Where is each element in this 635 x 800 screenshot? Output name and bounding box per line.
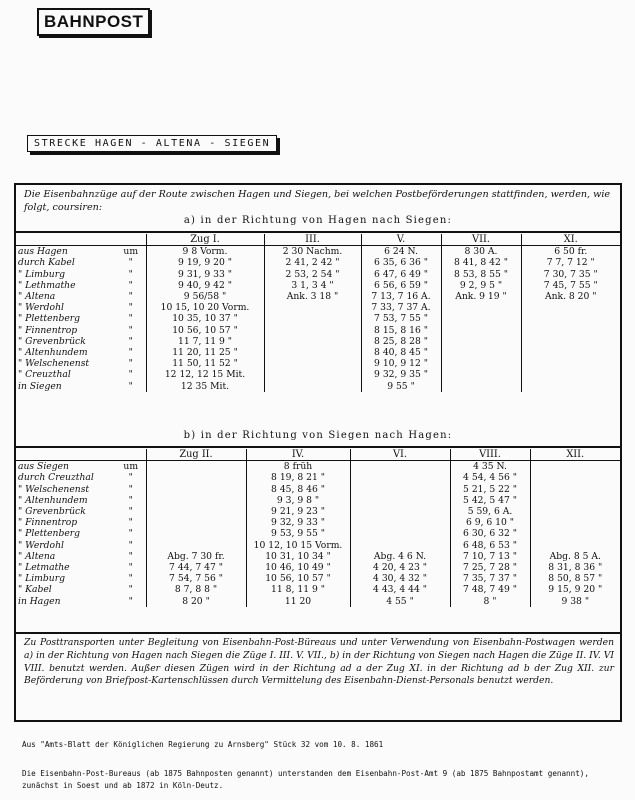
route-title: STRECKE HAGEN - ALTENA - SIEGEN: [27, 135, 277, 152]
station-cell: durch Creuzthal: [18, 472, 94, 484]
time-cell: ": [128, 347, 133, 359]
time-cell: 10 35, 10 37 ": [146, 313, 264, 324]
time-cell: 7 35, 7 37 ": [450, 573, 530, 584]
station-cell: aus Hagen: [18, 246, 68, 258]
table-row: [16, 506, 620, 517]
table-row: [16, 313, 620, 324]
time-cell: [530, 540, 620, 551]
time-cell: 9 31, 9 33 ": [146, 269, 264, 280]
table-row: [16, 461, 620, 473]
time-cell: ": [128, 573, 133, 585]
time-cell: ": [128, 550, 133, 562]
table-row: [16, 562, 620, 573]
station-cell: durch Kabel: [18, 257, 75, 269]
time-cell: 8 41, 8 42 ": [441, 257, 521, 268]
time-cell: 2 41, 2 42 ": [264, 257, 361, 268]
station-cell: " Welschenenst: [18, 358, 90, 370]
time-cell: 2 30 Nachm.: [264, 246, 361, 258]
time-cell: [264, 369, 361, 380]
time-cell: [521, 369, 620, 380]
table-row: [16, 472, 620, 483]
table-row: [16, 540, 620, 551]
column-header: VIII.: [450, 449, 530, 461]
time-cell: 4 30, 4 32 ": [350, 573, 450, 584]
time-cell: [264, 302, 361, 313]
station-cell: " Altena: [18, 291, 56, 303]
time-cell: 7 53, 7 55 ": [361, 313, 441, 324]
time-cell: ": [128, 562, 133, 574]
column-header: [16, 449, 116, 461]
column-header: [116, 234, 146, 246]
station-cell: " Plettenberg: [18, 528, 81, 540]
time-cell: 12 35 Mit.: [146, 381, 264, 392]
time-cell: [441, 313, 521, 324]
time-cell: 7 13, 7 16 A.: [361, 291, 441, 302]
time-cell: [441, 336, 521, 347]
time-cell: ": [128, 494, 133, 506]
table-row: [16, 495, 620, 506]
source-caption: Aus "Amts-Blatt der Königlichen Regierung zu Arnsberg" Stück 32 vom 10. 8. 1861: [22, 740, 384, 749]
time-cell: 6 30, 6 32 ": [450, 528, 530, 539]
time-cell: 9 8 Vorm.: [146, 246, 264, 258]
table-row: [16, 369, 620, 380]
time-cell: 4 55 ": [350, 596, 450, 607]
time-cell: [530, 506, 620, 517]
time-cell: ": [128, 324, 133, 336]
station-cell: " Altena: [18, 550, 56, 562]
time-cell: [350, 540, 450, 551]
station-cell: in Siegen: [18, 380, 62, 392]
table-row: [16, 257, 620, 268]
time-cell: 7 30, 7 35 ": [521, 269, 620, 280]
time-cell: ": [128, 506, 133, 518]
time-cell: [350, 472, 450, 483]
time-cell: [350, 484, 450, 495]
time-cell: ": [128, 335, 133, 347]
timetable-b: [16, 449, 620, 607]
table-row: [16, 291, 620, 302]
time-cell: 6 24 N.: [361, 246, 441, 258]
time-cell: 8 ": [450, 596, 530, 607]
time-cell: 8 53, 8 55 ": [441, 269, 521, 280]
time-cell: [264, 325, 361, 336]
time-cell: Ank. 3 18 ": [264, 291, 361, 302]
time-cell: ": [128, 483, 133, 495]
time-cell: 11 8, 11 9 ": [246, 584, 350, 595]
time-cell: 8 15, 8 16 ": [361, 325, 441, 336]
column-header: IV.: [246, 449, 350, 461]
time-cell: ": [128, 313, 133, 325]
time-cell: 4 43, 4 44 ": [350, 584, 450, 595]
time-cell: [146, 472, 246, 483]
station-cell: " Altenhundem: [18, 494, 88, 506]
station-cell: aus Siegen: [18, 461, 69, 473]
time-cell: [350, 461, 450, 473]
time-cell: 10 31, 10 34 ": [246, 551, 350, 562]
time-cell: 6 9, 6 10 ": [450, 517, 530, 528]
time-cell: [264, 381, 361, 392]
time-cell: 8 50, 8 57 ": [530, 573, 620, 584]
time-cell: 8 7, 8 8 ": [146, 584, 246, 595]
time-cell: [530, 461, 620, 473]
station-cell: " Werdohl: [18, 302, 64, 314]
time-cell: 9 56/58 ": [146, 291, 264, 302]
column-header: XI.: [521, 234, 620, 246]
column-header: III.: [264, 234, 361, 246]
time-cell: ": [128, 369, 133, 381]
station-cell: " Werdohl: [18, 539, 64, 551]
time-cell: ": [128, 291, 133, 303]
time-cell: 3 1, 3 4 ": [264, 280, 361, 291]
table-row: [16, 484, 620, 495]
time-cell: Ank. 8 20 ": [521, 291, 620, 302]
station-cell: " Creuzthal: [18, 369, 71, 381]
time-cell: 6 48, 6 53 ": [450, 540, 530, 551]
time-cell: ": [128, 268, 133, 280]
time-cell: 6 50 fr.: [521, 246, 620, 258]
time-cell: Ank. 9 19 ": [441, 291, 521, 302]
time-cell: [350, 506, 450, 517]
direction-a-heading: a) in der Richtung von Hagen nach Siegen:: [183, 215, 453, 226]
station-cell: " Plettenberg: [18, 313, 81, 325]
time-cell: um: [123, 246, 139, 258]
time-cell: [521, 302, 620, 313]
time-cell: [441, 347, 521, 358]
time-cell: 4 35 N.: [450, 461, 530, 473]
station-cell: " Lethmathe: [18, 279, 76, 291]
time-cell: um: [123, 461, 139, 473]
time-cell: 7 10, 7 13 ": [450, 551, 530, 562]
table-row: [16, 280, 620, 291]
station-cell: in Hagen: [18, 595, 61, 607]
table-row: [16, 381, 620, 392]
column-header: Zug II.: [146, 449, 246, 461]
time-cell: 9 3, 9 8 ": [246, 495, 350, 506]
time-cell: 8 45, 8 46 ": [246, 484, 350, 495]
time-cell: [264, 347, 361, 358]
time-cell: 5 42, 5 47 ": [450, 495, 530, 506]
table-row: [16, 528, 620, 539]
footer-note: Zu Posttransporten unter Begleitung von Eisenbahn-Post-Büreaus und unter Verwendung von Eisenbahn-Postwagen werden a) in der Richtung von Hagen nach Siegen die Züge I. III. V. VII., b) in der Richtung von Siegen nach Hagen die Züge II. IV. VI VIII. benutzt werden. Außer diesen Zügen wird in der Richtung ad a der Zug XI. in der Richtung ad b der Zug XII. zur Beförderung von Briefpost-Kartenschlüssen durch Vermittelung des Eisenbahn-Dienst-Personals benutzt werden.: [24, 637, 614, 687]
time-cell: ": [128, 302, 133, 314]
time-cell: 9 21, 9 23 ": [246, 506, 350, 517]
time-cell: 2 53, 2 54 ": [264, 269, 361, 280]
time-cell: [146, 495, 246, 506]
time-cell: 11 20, 11 25 ": [146, 347, 264, 358]
table-row: [16, 269, 620, 280]
time-cell: 9 10, 9 12 ": [361, 358, 441, 369]
station-cell: " Grevenbrück: [18, 506, 86, 518]
time-cell: [264, 358, 361, 369]
time-cell: [146, 506, 246, 517]
table-row: [16, 584, 620, 595]
time-cell: 9 53, 9 55 ": [246, 528, 350, 539]
column-header: Zug I.: [146, 234, 264, 246]
time-cell: ": [128, 528, 133, 540]
time-cell: 8 früh: [246, 461, 350, 473]
station-cell: " Finnentrop: [18, 517, 78, 529]
station-cell: " Welschenenst: [18, 483, 90, 495]
station-cell: " Grevenbrück: [18, 335, 86, 347]
time-cell: 7 54, 7 56 ": [146, 573, 246, 584]
table-row: [16, 302, 620, 313]
time-cell: 6 56, 6 59 ": [361, 280, 441, 291]
time-cell: [530, 472, 620, 483]
time-cell: ": [128, 539, 133, 551]
station-cell: " Letmathe: [18, 562, 70, 574]
intro-text: Die Eisenbahnzüge auf der Route zwischen Hagen und Siegen, bei welchen Postbeförderungen stattfinden, werden, wie folgt, coursiren:: [24, 189, 611, 213]
time-cell: 11 50, 11 52 ": [146, 358, 264, 369]
time-cell: 7 45, 7 55 ": [521, 280, 620, 291]
time-cell: ": [128, 279, 133, 291]
time-cell: ": [128, 380, 133, 392]
time-cell: ": [128, 595, 133, 607]
time-cell: 7 44, 7 47 ": [146, 562, 246, 573]
column-header: VII.: [441, 234, 521, 246]
time-cell: 10 15, 10 20 Vorm.: [146, 302, 264, 313]
table-row: [16, 573, 620, 584]
time-cell: 9 2, 9 5 ": [441, 280, 521, 291]
direction-b-heading: b) in der Richtung von Siegen nach Hagen:: [183, 430, 453, 441]
time-cell: [441, 325, 521, 336]
table-row: [16, 246, 620, 258]
timetable-a: [16, 234, 620, 392]
time-cell: 6 35, 6 36 ": [361, 257, 441, 268]
time-cell: 9 32, 9 35 ": [361, 369, 441, 380]
table-row: [16, 325, 620, 336]
station-cell: " Limburg: [18, 573, 65, 585]
table-row: [16, 517, 620, 528]
time-cell: 5 21, 5 22 ": [450, 484, 530, 495]
time-cell: Abg. 7 30 fr.: [146, 551, 246, 562]
time-cell: [521, 313, 620, 324]
time-cell: [521, 347, 620, 358]
time-cell: [146, 484, 246, 495]
time-cell: [521, 325, 620, 336]
time-cell: 10 12, 10 15 Vorm.: [246, 540, 350, 551]
time-cell: 5 59, 6 A.: [450, 506, 530, 517]
time-cell: [350, 528, 450, 539]
time-cell: 9 32, 9 33 ": [246, 517, 350, 528]
time-cell: 11 7, 11 9 ": [146, 336, 264, 347]
time-cell: [441, 369, 521, 380]
table-row: [16, 347, 620, 358]
time-cell: [146, 461, 246, 473]
time-cell: 12 12, 12 15 Mit.: [146, 369, 264, 380]
time-cell: 6 47, 6 49 ": [361, 269, 441, 280]
time-cell: 9 38 ": [530, 596, 620, 607]
time-cell: 9 15, 9 20 ": [530, 584, 620, 595]
column-header: [16, 234, 116, 246]
time-cell: [350, 495, 450, 506]
time-cell: [530, 528, 620, 539]
time-cell: 4 54, 4 56 ": [450, 472, 530, 483]
time-cell: [530, 484, 620, 495]
station-cell: " Finnentrop: [18, 324, 78, 336]
time-cell: 7 48, 7 49 ": [450, 584, 530, 595]
history-caption: Die Eisenbahn-Post-Bureaus (ab 1875 Bahnposten genannt) unterstanden dem Eisenbahn-Post-Amt 9 (ab 1875 Bahnpostamt genannt), zunächst in Soest und ab 1872 in Köln-Deutz.: [22, 769, 589, 790]
time-cell: 7 7, 7 12 ": [521, 257, 620, 268]
time-cell: 8 25, 8 28 ": [361, 336, 441, 347]
time-cell: 8 20 ": [146, 596, 246, 607]
time-cell: 9 40, 9 42 ": [146, 280, 264, 291]
column-header: [116, 449, 146, 461]
time-cell: 8 30 A.: [441, 246, 521, 258]
time-cell: [441, 358, 521, 369]
time-cell: ": [128, 257, 133, 269]
timetable-document: [14, 183, 622, 722]
time-cell: ": [128, 517, 133, 529]
time-cell: [530, 517, 620, 528]
time-cell: [521, 358, 620, 369]
time-cell: 9 55 ": [361, 381, 441, 392]
time-cell: 10 46, 10 49 ": [246, 562, 350, 573]
time-cell: 8 31, 8 36 ": [530, 562, 620, 573]
table-row: [16, 551, 620, 562]
time-cell: [530, 495, 620, 506]
time-cell: 8 19, 8 21 ": [246, 472, 350, 483]
time-cell: ": [128, 358, 133, 370]
time-cell: ": [128, 472, 133, 484]
time-cell: 11 20: [246, 596, 350, 607]
table-row: [16, 336, 620, 347]
time-cell: [441, 302, 521, 313]
time-cell: 8 40, 8 45 ": [361, 347, 441, 358]
time-cell: ": [128, 584, 133, 596]
station-cell: " Altenhundem: [18, 347, 88, 359]
time-cell: 4 20, 4 23 ": [350, 562, 450, 573]
time-cell: [146, 540, 246, 551]
divider: [16, 632, 620, 634]
time-cell: 10 56, 10 57 ": [146, 325, 264, 336]
time-cell: [441, 381, 521, 392]
time-cell: 7 25, 7 28 ": [450, 562, 530, 573]
time-cell: 7 33, 7 37 A.: [361, 302, 441, 313]
time-cell: [521, 336, 620, 347]
time-cell: [521, 381, 620, 392]
time-cell: [350, 517, 450, 528]
time-cell: 10 56, 10 57 ": [246, 573, 350, 584]
time-cell: [146, 528, 246, 539]
time-cell: [264, 313, 361, 324]
divider: [16, 231, 620, 233]
station-cell: " Limburg: [18, 268, 65, 280]
time-cell: Abg. 8 5 A.: [530, 551, 620, 562]
column-header: V.: [361, 234, 441, 246]
time-cell: 9 19, 9 20 ": [146, 257, 264, 268]
column-header: XII.: [530, 449, 620, 461]
divider: [16, 446, 620, 448]
table-row: [16, 596, 620, 607]
column-header: VI.: [350, 449, 450, 461]
time-cell: [264, 336, 361, 347]
time-cell: Abg. 4 6 N.: [350, 551, 450, 562]
bahnpost-title: BAHNPOST: [37, 8, 150, 36]
station-cell: " Kabel: [18, 584, 52, 596]
table-row: [16, 358, 620, 369]
time-cell: [146, 517, 246, 528]
